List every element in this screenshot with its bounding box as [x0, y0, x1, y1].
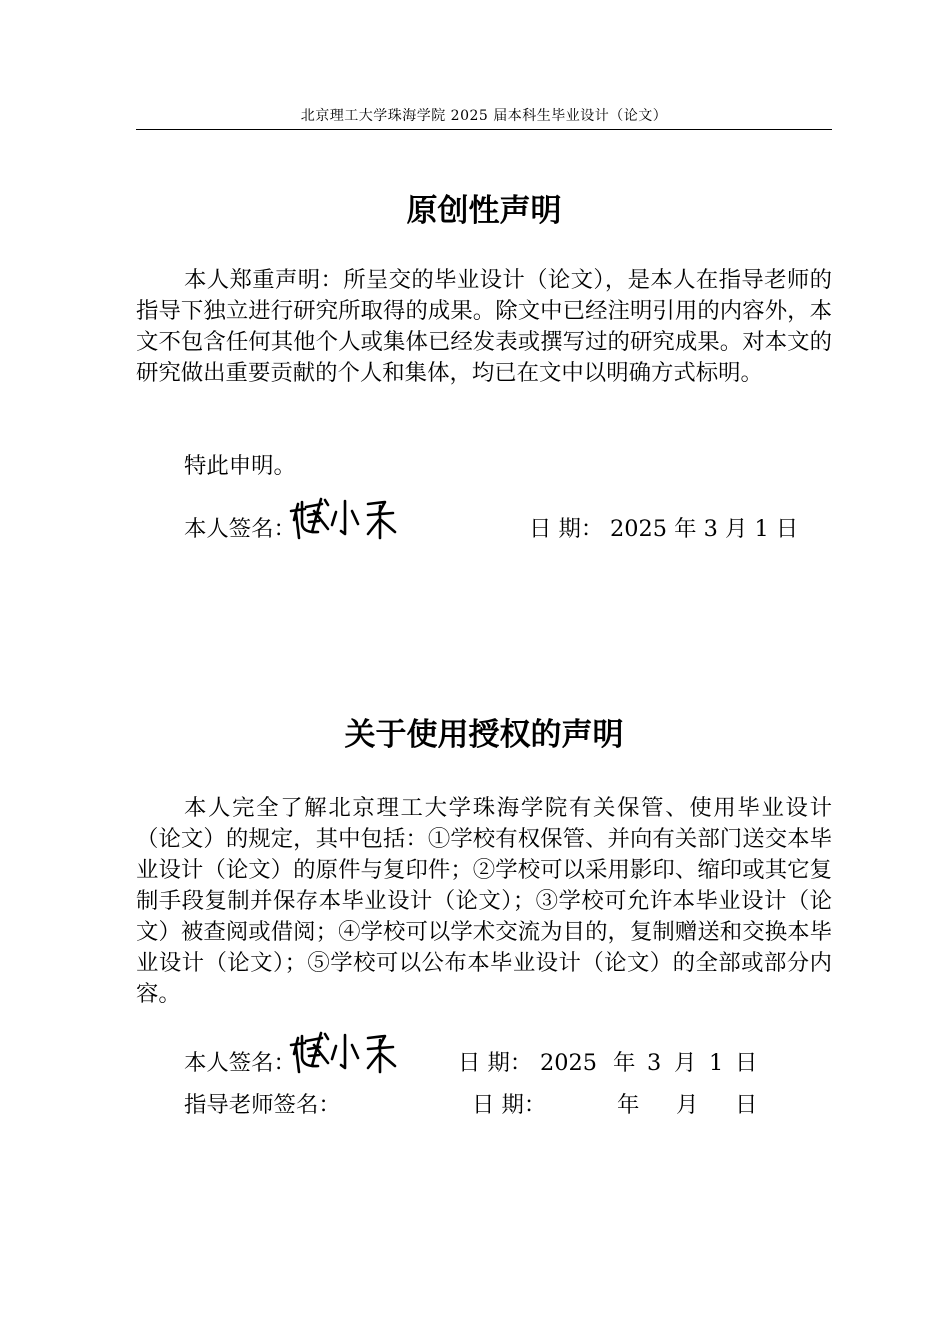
- advisor-date-label: 日 期：: [472, 1092, 547, 1118]
- originality-date-label: 日 期：: [529, 516, 604, 542]
- authorization-date-yue: 月: [674, 1050, 697, 1076]
- advisor-date-ri: 日: [735, 1092, 758, 1118]
- originality-title: 原创性声明: [406, 193, 562, 229]
- page-header: 北京理工大学珠海学院 2025 届本科生毕业设计（论文）: [300, 108, 668, 124]
- special-statement: 特此申明。: [184, 453, 296, 479]
- originality-signature-label: 本人签名：: [184, 516, 296, 542]
- advisor-date-nian: 年: [617, 1092, 640, 1118]
- advisor-date-yue: 月: [676, 1092, 699, 1118]
- originality-paragraph: 本人郑重声明：所呈交的毕业设计（论文），是本人在指导老师的指导下独立进行研究所取得的成果。除文中已经注明引用的内容外，本文不包含任何其他个人或集体已经发表或撰写过的研究成果。对本文的研究做出重要贡献的个人和集体，均已在文中以明确方式标明。: [136, 267, 832, 386]
- authorization-title: 关于使用授权的声明: [344, 717, 624, 753]
- authorization-date-nian: 年: [613, 1050, 636, 1076]
- authorization-date-day: 1: [709, 1050, 724, 1076]
- advisor-signature-label: 指导老师签名：: [184, 1092, 341, 1118]
- authorization-date-ri: 日: [735, 1050, 758, 1076]
- authorization-date-label: 日 期：: [458, 1050, 533, 1076]
- authorization-signature-label: 本人签名：: [184, 1050, 296, 1076]
- header-rule: [136, 129, 832, 130]
- originality-signature: [288, 496, 404, 542]
- authorization-date-month: 3: [647, 1050, 662, 1076]
- authorization-paragraph: 本人完全了解北京理工大学珠海学院有关保管、使用毕业设计（论文）的规定，其中包括：①学校有权保管、并向有关部门送交本毕业设计（论文）的原件与复印件；②学校可以采用影印、缩印或其它复制手段复制并保存本毕业设计（论文）；③学校可允许本毕业设计（论文）被查阅或借阅；④学校可以学术交流为目的，复制赠送和交换本毕业设计（论文）；⑤学校可以公布本毕业设计（论文）的全部或部分内容。: [136, 795, 832, 1007]
- authorization-date-year: 2025: [540, 1050, 597, 1076]
- originality-date-value: 2025 年 3 月 1 日: [610, 516, 799, 542]
- authorization-signature: [288, 1030, 404, 1076]
